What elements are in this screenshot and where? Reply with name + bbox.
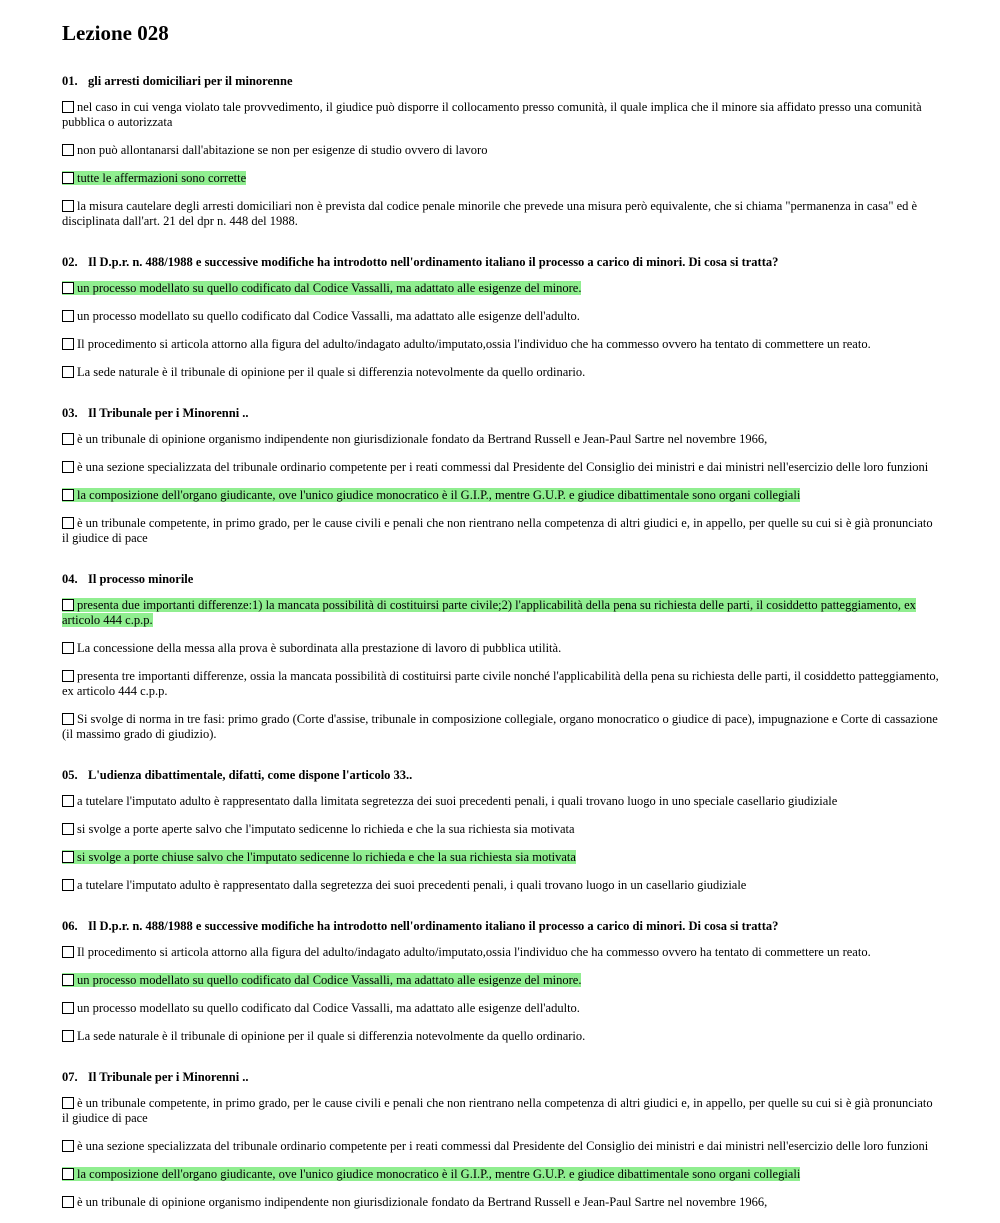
- answer-option[interactable]: [62, 309, 942, 324]
- answer-option[interactable]: [62, 281, 942, 296]
- question-heading: [62, 406, 942, 421]
- answer-text: un processo modellato su quello codificato dal Codice Vassalli, ma adattato alle esigenze dell'adulto.: [77, 1001, 580, 1015]
- answer-text-correct: si svolge a porte chiuse salvo che l'imputato sedicenne lo richieda e che la sua richiesta sia motivata: [77, 850, 576, 864]
- answer-option[interactable]: [62, 432, 942, 447]
- question-heading: [62, 919, 942, 934]
- answer-option[interactable]: [62, 100, 942, 130]
- answer-text: si svolge a porte aperte salvo che l'imputato sedicenne lo richieda e che la sua richiesta sia motivata: [77, 822, 575, 836]
- answer-option[interactable]: [62, 1001, 942, 1016]
- checkbox[interactable]: [62, 1140, 74, 1152]
- answer-text: è un tribunale competente, in primo grado, per le cause civili e penali che non rientrano nella competenza di altri giudici e, in appello, per quelle su cui si è già pronunciato il giudice di pace: [62, 1096, 933, 1125]
- checkbox[interactable]: [62, 851, 74, 863]
- correct-answer-highlight: [62, 281, 581, 295]
- answer-text: non può allontanarsi dall'abitazione se non per esigenze di studio ovvero di lavoro: [77, 143, 488, 157]
- answer-option[interactable]: [62, 1029, 942, 1044]
- answer-text: la misura cautelare degli arresti domiciliari non è prevista dal codice penale minorile che prevede una misura però equivalente, che si chiama "permanenza in casa" ed è disciplinata dall'art. 21 del dpr n. 448 del 1988.: [62, 199, 918, 228]
- answer-text: Si svolge di norma in tre fasi: primo grado (Corte d'assise, tribunale in composizione collegiale, organo monocratico o giudice di pace), impugnazione e Corte di cassazione (il massimo grado di giudizio).: [62, 712, 938, 741]
- answer-text: Il procedimento si articola attorno alla figura del adulto/indagato adulto/imputato,ossia l'individuo che ha commesso ovvero ha tentato di commettere un reato.: [77, 945, 871, 959]
- checkbox[interactable]: [62, 974, 74, 986]
- question-number: 04.: [62, 572, 78, 586]
- answer-text: nel caso in cui venga violato tale provvedimento, il giudice può disporre il collocamento presso comunità, il quale implica che il minore sia affidato presso una comunità pubblica o autorizzata: [62, 100, 922, 129]
- correct-answer-highlight: [62, 973, 581, 987]
- answer-text-correct: un processo modellato su quello codificato dal Codice Vassalli, ma adattato alle esigenze del minore.: [77, 281, 582, 295]
- question-text: Il D.p.r. n. 488/1988 e successive modifiche ha introdotto nell'ordinamento italiano il processo a carico di minori. Di cosa si tratta?: [88, 919, 779, 933]
- correct-answer-highlight: [62, 598, 916, 627]
- answer-option[interactable]: [62, 337, 942, 352]
- checkbox[interactable]: [62, 879, 74, 891]
- question-number: 06.: [62, 919, 78, 933]
- answer-option[interactable]: [62, 365, 942, 380]
- question: [62, 768, 942, 893]
- question-number: 01.: [62, 74, 78, 88]
- question-heading: [62, 572, 942, 587]
- answer-text: è un tribunale competente, in primo grado, per le cause civili e penali che non rientrano nella competenza di altri giudici e, in appello, per quelle su cui si è già pronunciato il giudice di pace: [62, 516, 933, 545]
- answer-text-correct: un processo modellato su quello codificato dal Codice Vassalli, ma adattato alle esigenze del minore.: [77, 973, 582, 987]
- answer-option[interactable]: [62, 1096, 942, 1126]
- question-number: 05.: [62, 768, 78, 782]
- answer-text: è un tribunale di opinione organismo indipendente non giurisdizionale fondato da Bertrand Russell e Jean-Paul Sartre nel novembre 1966,: [77, 1195, 768, 1209]
- answer-text: La sede naturale è il tribunale di opinione per il quale si differenzia notevolmente da quello ordinario.: [77, 1029, 586, 1043]
- answer-text-correct: la composizione dell'organo giudicante, ove l'unico giudice monocratico è il G.I.P., mentre G.U.P. e giudice dibattimentale sono organi collegiali: [77, 1167, 801, 1181]
- answer-option[interactable]: [62, 1139, 942, 1154]
- checkbox[interactable]: [62, 282, 74, 294]
- answer-option[interactable]: [62, 641, 942, 656]
- answer-option[interactable]: [62, 460, 942, 475]
- checkbox[interactable]: [62, 144, 74, 156]
- checkbox[interactable]: [62, 461, 74, 473]
- checkbox[interactable]: [62, 642, 74, 654]
- question-text: Il Tribunale per i Minorenni ..: [88, 1070, 249, 1084]
- answer-text-correct: tutte le affermazioni sono corrette: [77, 171, 247, 185]
- question-heading: [62, 255, 942, 270]
- checkbox[interactable]: [62, 489, 74, 501]
- question-number: 03.: [62, 406, 78, 420]
- checkbox[interactable]: [62, 795, 74, 807]
- answer-option[interactable]: [62, 199, 942, 229]
- checkbox[interactable]: [62, 1097, 74, 1109]
- answer-option[interactable]: [62, 973, 942, 988]
- answer-text: è una sezione specializzata del tribunale ordinario competente per i reati commessi dal Presidente del Consiglio dei ministri e dai ministri nell'esercizio delle loro funzioni: [77, 460, 929, 474]
- answer-text: un processo modellato su quello codificato dal Codice Vassalli, ma adattato alle esigenze dell'adulto.: [77, 309, 580, 323]
- answer-text: a tutelare l'imputato adulto è rappresentato dalla segretezza dei suoi precedenti penali, i quali trovano luogo in un casellario giudiziale: [77, 878, 747, 892]
- answer-text: presenta tre importanti differenze, ossia la mancata possibilità di costituirsi parte civile nonché l'applicabilità della pena su richiesta delle parti, il cosiddetto patteggiamento, ex articolo 444 c.p.p.: [62, 669, 939, 698]
- answer-text-correct: presenta due importanti differenze:1) la mancata possibilità di costituirsi parte civile;2) l'applicabilità della pena su richiesta delle parti, il cosiddetto patteggiamento, ex articolo 444 c.p.p.: [62, 598, 916, 627]
- checkbox[interactable]: [62, 366, 74, 378]
- checkbox[interactable]: [62, 338, 74, 350]
- answer-option[interactable]: [62, 1167, 942, 1182]
- answer-text: La concessione della messa alla prova è subordinata alla prestazione di lavoro di pubblica utilità.: [77, 641, 562, 655]
- answer-text: è una sezione specializzata del tribunale ordinario competente per i reati commessi dal Presidente del Consiglio dei ministri e dai ministri nell'esercizio delle loro funzioni: [77, 1139, 929, 1153]
- question-list: [62, 74, 942, 1210]
- question-heading: [62, 768, 942, 783]
- question-text: Il D.p.r. n. 488/1988 e successive modifiche ha introdotto nell'ordinamento italiano il processo a carico di minori. Di cosa si tratta?: [88, 255, 779, 269]
- checkbox[interactable]: [62, 172, 74, 184]
- checkbox[interactable]: [62, 713, 74, 725]
- answer-option[interactable]: [62, 669, 942, 699]
- question-text: gli arresti domiciliari per il minorenne: [88, 74, 293, 88]
- question: [62, 1070, 942, 1210]
- correct-answer-highlight: [62, 488, 800, 502]
- question: [62, 919, 942, 1044]
- checkbox[interactable]: [62, 101, 74, 113]
- question-heading: [62, 1070, 942, 1085]
- checkbox[interactable]: [62, 1168, 74, 1180]
- answer-option[interactable]: [62, 878, 942, 893]
- checkbox[interactable]: [62, 670, 74, 682]
- document-page: [62, 20, 942, 1223]
- checkbox[interactable]: [62, 200, 74, 212]
- checkbox[interactable]: [62, 599, 74, 611]
- answer-text: La sede naturale è il tribunale di opinione per il quale si differenzia notevolmente da quello ordinario.: [77, 365, 586, 379]
- answer-option[interactable]: [62, 516, 942, 546]
- answer-option[interactable]: [62, 488, 942, 503]
- answer-option[interactable]: [62, 171, 942, 186]
- answer-text: a tutelare l'imputato adulto è rappresentato dalla limitata segretezza dei suoi precedenti penali, i quali trovano luogo in uno speciale casellario giudiziale: [77, 794, 838, 808]
- checkbox[interactable]: [62, 823, 74, 835]
- question-text: L'udienza dibattimentale, difatti, come dispone l'articolo 33..: [88, 768, 413, 782]
- answer-text-correct: la composizione dell'organo giudicante, ove l'unico giudice monocratico è il G.I.P., mentre G.U.P. e giudice dibattimentale sono organi collegiali: [77, 488, 801, 502]
- question: [62, 406, 942, 546]
- correct-answer-highlight: [62, 850, 576, 864]
- answer-option[interactable]: [62, 143, 942, 158]
- answer-option[interactable]: [62, 794, 942, 809]
- answer-text: è un tribunale di opinione organismo indipendente non giurisdizionale fondato da Bertrand Russell e Jean-Paul Sartre nel novembre 1966,: [77, 432, 768, 446]
- question: [62, 572, 942, 742]
- checkbox[interactable]: [62, 517, 74, 529]
- checkbox[interactable]: [62, 946, 74, 958]
- checkbox[interactable]: [62, 433, 74, 445]
- answer-option[interactable]: [62, 712, 942, 742]
- checkbox[interactable]: [62, 1030, 74, 1042]
- correct-answer-highlight: [62, 1167, 800, 1181]
- answer-option[interactable]: [62, 598, 942, 628]
- lesson-title: Lezione 028: [62, 21, 169, 45]
- question-heading: [62, 74, 942, 89]
- answer-option[interactable]: [62, 850, 942, 865]
- checkbox[interactable]: [62, 310, 74, 322]
- question-number: 02.: [62, 255, 78, 269]
- answer-option[interactable]: [62, 822, 942, 837]
- question: [62, 74, 942, 229]
- checkbox[interactable]: [62, 1196, 74, 1208]
- question-number: 07.: [62, 1070, 78, 1084]
- checkbox[interactable]: [62, 1002, 74, 1014]
- answer-option[interactable]: [62, 945, 942, 960]
- question-text: Il Tribunale per i Minorenni ..: [88, 406, 249, 420]
- answer-text: Il procedimento si articola attorno alla figura del adulto/indagato adulto/imputato,ossia l'individuo che ha commesso ovvero ha tentato di commettere un reato.: [77, 337, 871, 351]
- correct-answer-highlight: [62, 171, 246, 185]
- question: [62, 255, 942, 380]
- question-text: Il processo minorile: [88, 572, 194, 586]
